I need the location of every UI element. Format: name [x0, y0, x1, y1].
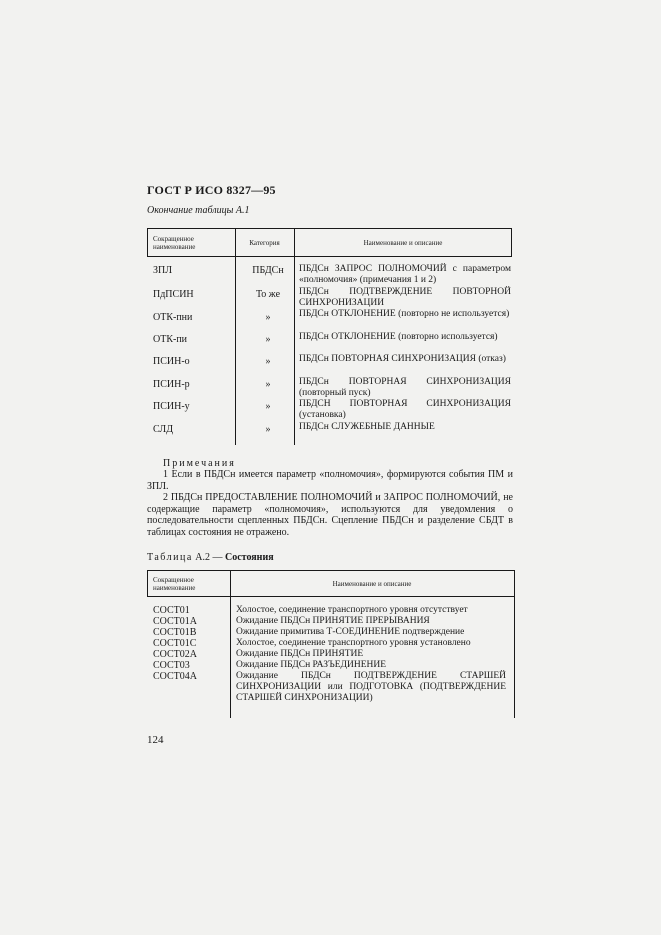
- table-row-category: »: [265, 379, 271, 390]
- page-number: 124: [147, 734, 164, 746]
- caption-separator: —: [212, 552, 223, 563]
- table-row-category: »: [265, 424, 271, 435]
- table-row-abbr: ЗПЛ: [153, 265, 173, 276]
- table-row-abbr: СОСТ02А: [153, 649, 198, 660]
- table-a2: [147, 570, 515, 718]
- table-a1: [147, 228, 512, 445]
- table-row-description: Ожидание ПБДСн ПРИНЯТИЕ: [236, 649, 364, 659]
- table-row-abbr: СОСТ01С: [153, 638, 197, 649]
- column-header-abbr: Сокращенное наименование: [153, 235, 196, 251]
- table-row-description: ПБДСн СЛУЖЕБНЫЕ ДАННЫЕ: [299, 422, 435, 432]
- table-row-description: ПБДСн ОТКЛОНЕНИЕ (повторно используется): [299, 332, 498, 342]
- table-column-divider: [235, 228, 236, 445]
- table-row-category: »: [265, 334, 271, 345]
- table-continuation-caption: Окончание таблицы А.1: [147, 205, 250, 216]
- table-row-description: ПБДСн ПОДТВЕРЖДЕНИЕ ПОВТОРНОЙ СИНХРОНИЗАЦИИ: [299, 287, 511, 308]
- column-header-category: Категория: [249, 239, 280, 247]
- table-row-abbr: ПСИН-у: [153, 401, 190, 412]
- table-right-border: [514, 570, 515, 718]
- table-row-description: ПБДСн ОТКЛОНЕНИЕ (повторно не используется): [299, 309, 510, 319]
- caption-number: А.2: [195, 552, 211, 563]
- table-row-abbr: СЛД: [153, 424, 174, 435]
- table-row-abbr: СОСТ03: [153, 660, 190, 671]
- table-row-category: ПБДСн: [252, 265, 284, 276]
- column-header-description: Наименование и описание: [332, 580, 412, 588]
- table-row-description: ПБДСн ЗАПРОС ПОЛНОМОЧИЙ с параметром «полномочия» (примечания 1 и 2): [299, 264, 511, 285]
- table-row-description: Ожидание примитива Т-СОЕДИНЕНИЕ подтверждение: [236, 627, 465, 637]
- table-header-border: [147, 256, 512, 257]
- table-row-abbr: ОТК-пи: [153, 334, 188, 345]
- table-row-description: Ожидание ПБДСн РАЗЪЕДИНЕНИЕ: [236, 660, 387, 670]
- table-row-abbr: ПСИН-о: [153, 356, 190, 367]
- table-left-border: [147, 570, 148, 596]
- caption-title: Состояния: [225, 552, 274, 563]
- table-row-description: Холостое, соединение транспортного уровня отсутствует: [236, 605, 468, 615]
- table-row-abbr: СОСТ04А: [153, 671, 198, 682]
- table-row-abbr: СОСТ01В: [153, 627, 197, 638]
- notes-title: Примечания: [163, 458, 236, 469]
- table-row-category: То же: [255, 289, 281, 300]
- table-row-abbr: СОСТ01: [153, 605, 190, 616]
- table-column-divider: [230, 570, 231, 718]
- table-header-border: [147, 596, 515, 597]
- table-row-abbr: СОСТ01А: [153, 616, 198, 627]
- table-row-description: Ожидание ПБДСн ПРИНЯТИЕ ПРЕРЫВАНИЯ: [236, 616, 430, 626]
- table-row-description: ПБДСн ПОВТОРНАЯ СИНХРОНИЗАЦИЯ (отказ): [299, 354, 506, 364]
- note-2: 2 ПБДСн ПРЕДОСТАВЛЕНИЕ ПОЛНОМОЧИЙ и ЗАПРОС ПОЛНОМОЧИЙ, не содержащие параметр «полномочия», используются для уведомления о последовательности сцепленных ПБДСн. Сцепление ПБДСн и разделение СБДТ в таблицах состояния не отражено.: [147, 492, 513, 538]
- table-row-description: Холостое, соединение транспортного уровня установлено: [236, 638, 471, 648]
- table-a2-caption: [147, 552, 274, 563]
- table-row-description: ПБДСН ПОВТОРНАЯ СИНХРОНИЗАЦИЯ (установка): [299, 399, 511, 420]
- table-row-description: Ожидание ПБДСн ПОДТВЕРЖДЕНИЕ СТАРШЕЙ СИНХРОНИЗАЦИИ или ПОДГОТОВКА (ПОДТВЕРЖДЕНИЕ СТАРШЕЙ СИНХРОНИЗАЦИИ): [236, 671, 506, 703]
- table-row-category: »: [265, 356, 271, 367]
- table-row-abbr: ПСИН-р: [153, 379, 190, 390]
- table-top-border: [147, 570, 515, 571]
- table-row-description: ПБДСн ПОВТОРНАЯ СИНХРОНИЗАЦИЯ (повторный пуск): [299, 377, 511, 398]
- table-row-abbr: ОТК-пни: [153, 312, 193, 323]
- table-top-border: [147, 228, 512, 229]
- standard-title: ГОСТ Р ИСО 8327—95: [147, 183, 276, 197]
- table-row-category: »: [265, 312, 271, 323]
- column-header-abbr: Сокращенное наименование: [153, 576, 196, 592]
- caption-prefix: Таблица: [147, 552, 193, 563]
- table-row-category: »: [265, 401, 271, 412]
- table-row-abbr: ПдПСИН: [153, 289, 194, 300]
- table-left-border: [147, 228, 148, 256]
- note-1: 1 Если в ПБДСн имеется параметр «полномочия», формируются события ПМ и ЗПЛ.: [147, 469, 513, 492]
- column-header-description: Наименование и описание: [363, 239, 443, 247]
